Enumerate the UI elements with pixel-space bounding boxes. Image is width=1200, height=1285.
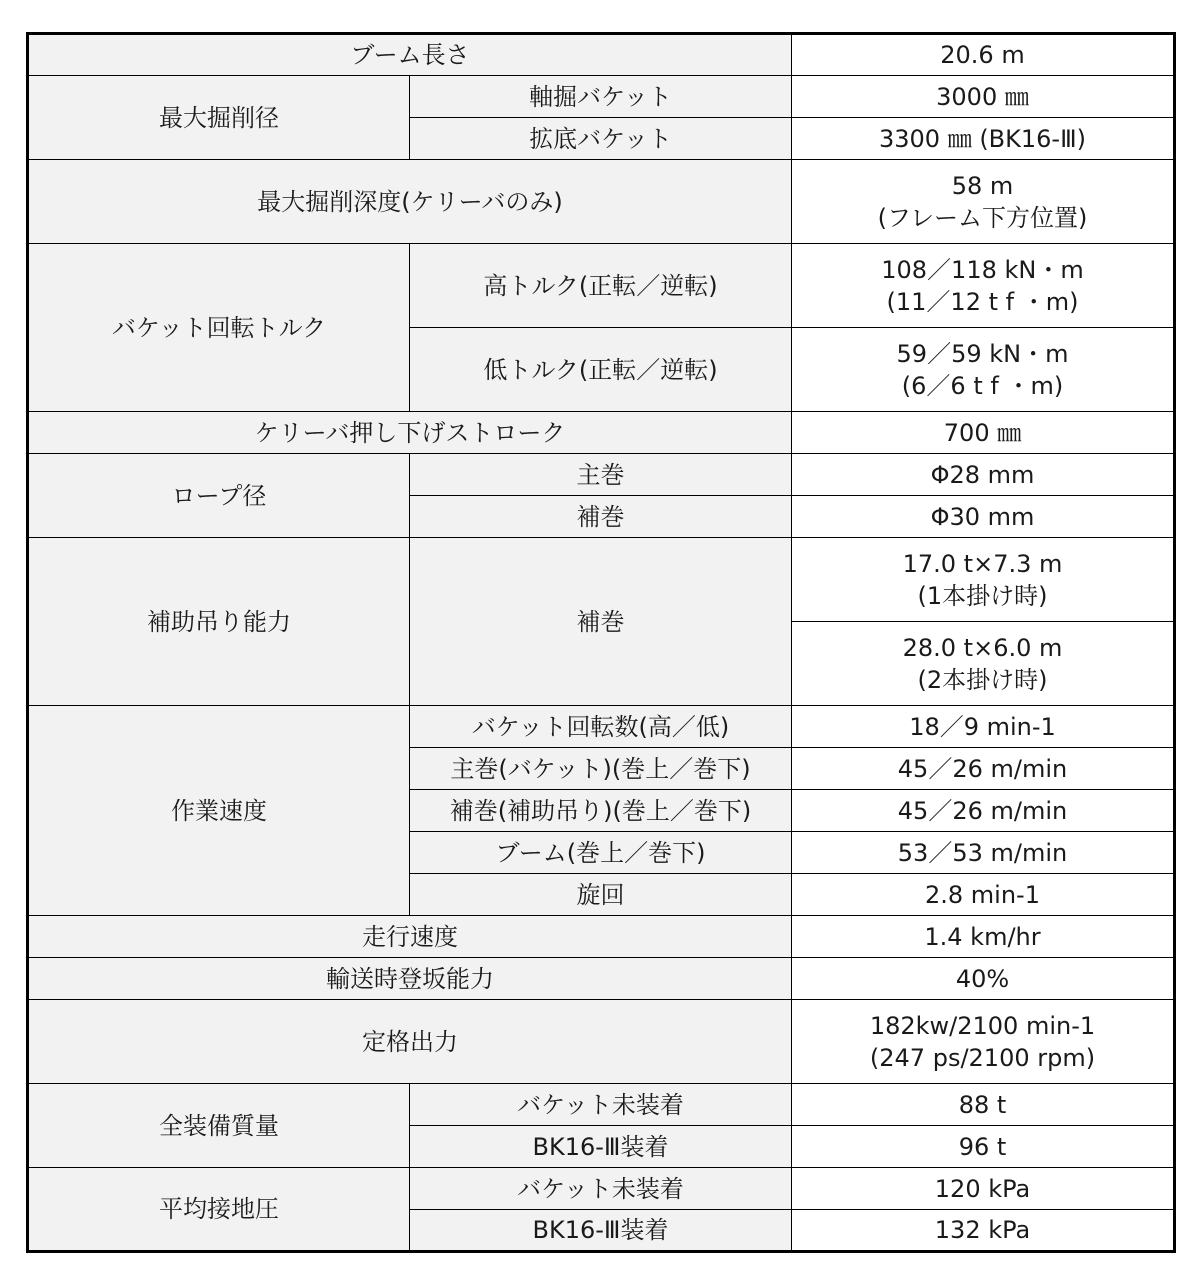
value-line: 182kw/2100 min-1 — [869, 1011, 1096, 1040]
work-speed-sublabel: バケット回転数(高／低) — [410, 706, 792, 748]
rated-output-label: 定格出力 — [28, 1000, 792, 1084]
table-row — [28, 706, 1175, 748]
table-row — [28, 412, 1175, 454]
ground-pressure-value: 132 kPa — [792, 1210, 1175, 1252]
table-row — [28, 916, 1175, 958]
ground-pressure-sublabel: BK16-Ⅲ装着 — [410, 1210, 792, 1252]
aux-lifting-sublabel: 補巻 — [410, 538, 792, 706]
table-row — [28, 1000, 1175, 1084]
kelly-stroke-label: ケリーバ押し下げストローク — [28, 412, 792, 454]
value-line: (247 ps/2100 rpm) — [869, 1043, 1096, 1072]
value-line: (6／6 t f ・m) — [901, 371, 1064, 400]
spec-table — [26, 32, 1176, 1253]
value-line: 17.0 t×7.3 m — [902, 549, 1063, 578]
rope-diameter-label: ロープ径 — [28, 454, 410, 538]
value-line: (11／12 t f ・m) — [886, 287, 1079, 316]
work-speed-value: 45／26 m/min — [792, 748, 1175, 790]
rated-output-value — [792, 1000, 1175, 1084]
rope-diameter-sublabel: 主巻 — [410, 454, 792, 496]
value-line: 108／118 kN・m — [881, 255, 1084, 284]
table-row — [28, 34, 1175, 76]
table-row — [28, 958, 1175, 1000]
gradeability-value: 40% — [792, 958, 1175, 1000]
work-speed-value: 2.8 min-1 — [792, 874, 1175, 916]
max-dig-diameter-sublabel: 軸掘バケット — [410, 76, 792, 118]
max-dig-diameter-value: 3000 ㎜ — [792, 76, 1175, 118]
aux-lifting-label: 補助吊り能力 — [28, 538, 410, 706]
work-speed-value: 53／53 m/min — [792, 832, 1175, 874]
value-line: (1本掛け時) — [917, 581, 1048, 610]
rope-diameter-value: Φ28 mm — [792, 454, 1175, 496]
max-dig-depth-value — [792, 160, 1175, 244]
ground-pressure-label: 平均接地圧 — [28, 1168, 410, 1252]
table-row — [28, 1168, 1175, 1210]
value-line: 58 m — [951, 171, 1014, 200]
rope-diameter-value: Φ30 mm — [792, 496, 1175, 538]
kelly-stroke-value: 700 ㎜ — [792, 412, 1175, 454]
table-row — [28, 1084, 1175, 1126]
boom-length-value: 20.6 m — [792, 34, 1175, 76]
total-mass-sublabel: BK16-Ⅲ装着 — [410, 1126, 792, 1168]
travel-speed-label: 走行速度 — [28, 916, 792, 958]
total-mass-label: 全装備質量 — [28, 1084, 410, 1168]
max-dig-depth-label: 最大掘削深度(ケリーバのみ) — [28, 160, 792, 244]
max-dig-diameter-label: 最大掘削径 — [28, 76, 410, 160]
bucket-torque-value — [792, 328, 1175, 412]
value-line: (2本掛け時) — [917, 665, 1048, 694]
boom-length-label: ブーム長さ — [28, 34, 792, 76]
max-dig-diameter-sublabel: 拡底バケット — [410, 118, 792, 160]
gradeability-label: 輸送時登坂能力 — [28, 958, 792, 1000]
bucket-torque-sublabel: 高トルク(正転／逆転) — [410, 244, 792, 328]
total-mass-value: 88 t — [792, 1084, 1175, 1126]
aux-lifting-value — [792, 622, 1175, 706]
value-line: (フレーム下方位置) — [877, 203, 1088, 232]
table-row — [28, 76, 1175, 118]
table-row — [28, 160, 1175, 244]
work-speed-sublabel: 主巻(バケット)(巻上／巻下) — [410, 748, 792, 790]
work-speed-sublabel: 旋回 — [410, 874, 792, 916]
value-line: 28.0 t×6.0 m — [902, 633, 1063, 662]
value-line: 59／59 kN・m — [896, 339, 1069, 368]
rope-diameter-sublabel: 補巻 — [410, 496, 792, 538]
table-row — [28, 244, 1175, 328]
bucket-torque-sublabel: 低トルク(正転／逆転) — [410, 328, 792, 412]
work-speed-value: 18／9 min-1 — [792, 706, 1175, 748]
table-row — [28, 538, 1175, 622]
ground-pressure-value: 120 kPa — [792, 1168, 1175, 1210]
ground-pressure-sublabel: バケット未装着 — [410, 1168, 792, 1210]
work-speed-value: 45／26 m/min — [792, 790, 1175, 832]
work-speed-sublabel: ブーム(巻上／巻下) — [410, 832, 792, 874]
max-dig-diameter-value: 3300 ㎜ (BK16-Ⅲ) — [792, 118, 1175, 160]
table-row — [28, 454, 1175, 496]
work-speed-label: 作業速度 — [28, 706, 410, 916]
total-mass-sublabel: バケット未装着 — [410, 1084, 792, 1126]
travel-speed-value: 1.4 km/hr — [792, 916, 1175, 958]
bucket-torque-label: バケット回転トルク — [28, 244, 410, 412]
bucket-torque-value — [792, 244, 1175, 328]
work-speed-sublabel: 補巻(補助吊り)(巻上／巻下) — [410, 790, 792, 832]
total-mass-value: 96 t — [792, 1126, 1175, 1168]
aux-lifting-value — [792, 538, 1175, 622]
